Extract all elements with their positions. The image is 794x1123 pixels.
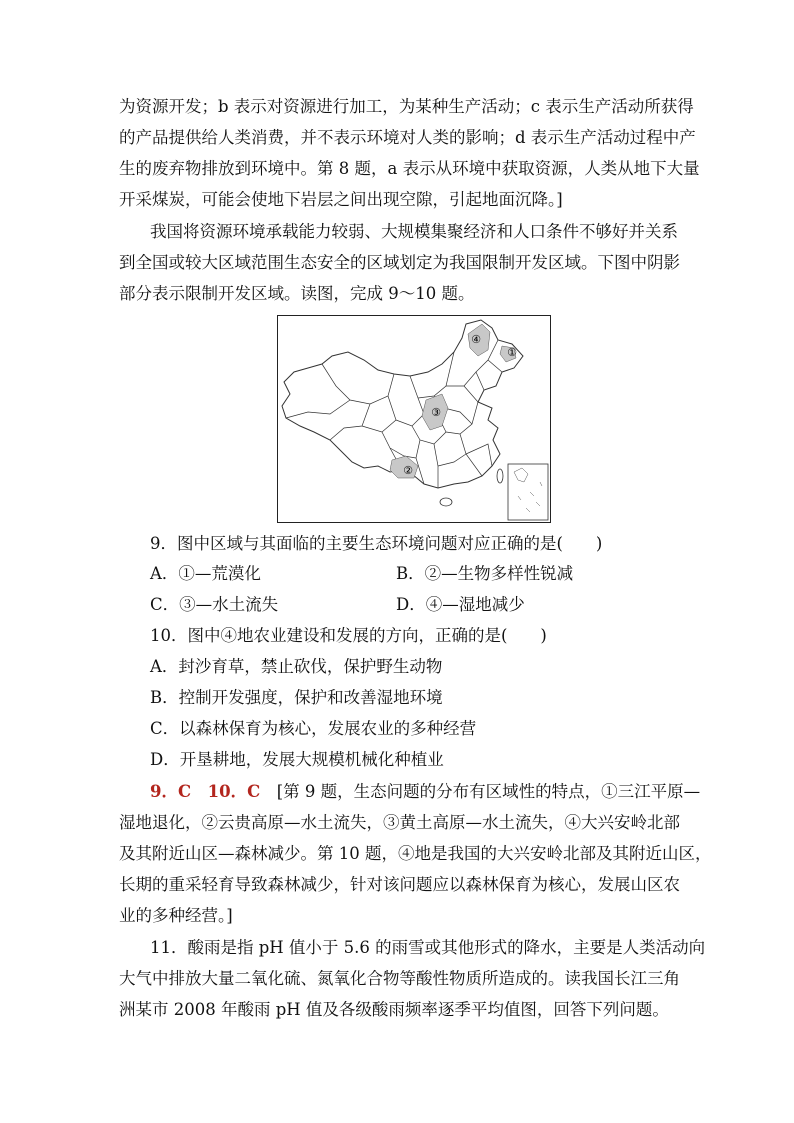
q10-option-c: C．以森林保育为核心，发展农业的多种经营 <box>150 719 477 738</box>
map-marker-1: ① <box>507 346 517 359</box>
q9-stem: 9．图中区域与其面临的主要生态环境问题对应正确的是( ) <box>150 534 603 553</box>
q9-option-b: B．②—生物多样性锐减 <box>396 564 574 583</box>
map-marker-2: ② <box>403 464 413 477</box>
intro-line-1: 为资源开发；b 表示对资源进行加工，为某种生产活动；c 表示生产活动所获得 <box>119 97 694 116</box>
q10-stem: 10．图中④地农业建设和发展的方向，正确的是( ) <box>150 626 547 645</box>
q10-option-a: A．封沙育草，禁止砍伐，保护野生动物 <box>150 657 443 676</box>
q11-line-2: 大气中排放大量二氧化硫、氮氧化合物等酸性物质所造成的。读我国长江三角 <box>119 969 680 988</box>
answer-text-1: [第 9 题，生态问题的分布有区域性的特点，①三江平原— <box>276 782 701 801</box>
passage-line-3: 部分表示限制开发区域。读图，完成 9～10 题。 <box>119 284 475 303</box>
intro-line-2: 的产品提供给人类消费，并不表示环境对人类的影响；d 表示生产活动过程中产 <box>119 128 696 147</box>
q11-line-3: 洲某市 2008 年酸雨 pH 值及各级酸雨频率逐季平均值图，回答下列问题。 <box>119 1000 669 1019</box>
q9-option-a: A．①—荒漠化 <box>150 564 261 583</box>
intro-line-4: 开采煤炭，可能会使地下岩层之间出现空隙，引起地面沉降。] <box>119 190 563 209</box>
answer-line-3: 及其附近山区—森林减少。第 10 题，④地是我国的大兴安岭北部及其附近山区， <box>119 844 712 863</box>
hainan-island <box>440 498 452 506</box>
q11-line-1: 11．酸雨是指 pH 值小于 5.6 的雨雪或其他形式的降水，主要是人类活动向 <box>150 938 706 957</box>
intro-line-3: 生的废弃物排放到环境中。第 8 题，a 表示从环境中获取资源，人类从地下大量 <box>119 159 700 178</box>
passage-line-1: 我国将资源环境承载能力较弱、大规模集聚经济和人口条件不够好并关系 <box>150 222 678 241</box>
answer-line-5: 业的多种经营。] <box>119 906 233 925</box>
q10-option-b: B．控制开发强度，保护和改善湿地环境 <box>150 688 443 707</box>
taiwan-island <box>497 469 503 483</box>
answer-label: 9．C 10．C <box>150 782 261 801</box>
china-map-figure <box>277 315 551 523</box>
china-map-svg <box>278 316 550 522</box>
passage-line-2: 到全国或较大区域范围生态安全的区域划定为我国限制开发区域。下图中阴影 <box>119 253 680 272</box>
answer-line-2: 湿地退化，②云贵高原—水土流失，③黄土高原—水土流失，④大兴安岭北部 <box>119 813 680 832</box>
map-marker-4: ④ <box>471 333 481 346</box>
answer-line-1 <box>150 782 700 802</box>
answer-line-4: 长期的重采轻育导致森林减少，针对该问题应以森林保育为核心，发展山区农 <box>119 875 680 894</box>
q10-option-d: D．开垦耕地，发展大规模机械化种植业 <box>150 750 444 769</box>
q9-option-c: C．③—水土流失 <box>150 595 279 614</box>
map-marker-3: ③ <box>431 406 441 419</box>
q9-option-d: D．④—湿地减少 <box>396 595 525 614</box>
